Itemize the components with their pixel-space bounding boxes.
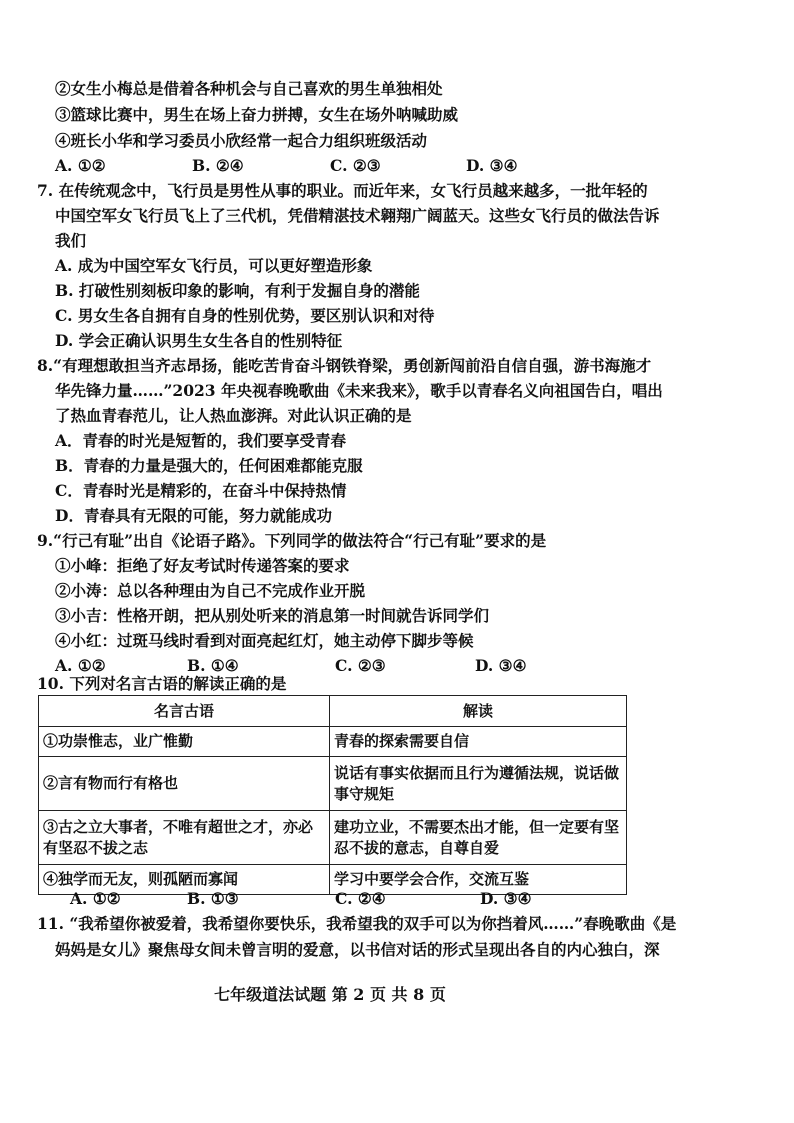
q9-option-d: D. ③④	[475, 656, 527, 675]
table-row	[39, 757, 627, 811]
table-cell-interpretation: 青春的探索需要自信	[330, 727, 627, 757]
q7-option-a: A. 成为中国空军女飞行员，可以更好塑造形象	[55, 256, 373, 275]
q7-option-d: D. 学会正确认识男生女生各自的性别特征	[55, 331, 343, 350]
q7-stem-line-3: 我们	[55, 231, 87, 250]
q8-option-b: B．青春的力量是强大的，任何困难都能克服	[55, 456, 363, 475]
table-cell-quote: ③古之立大事者，不唯有超世之才，亦必有坚忍不拔之志	[39, 811, 330, 865]
table-header-interpretation: 解读	[330, 696, 627, 727]
page-footer: 七年级道法试题 第 2 页 共 8 页	[214, 985, 446, 1004]
q9-statement-1: ①小峰：拒绝了好友考试时传递答案的要求	[55, 556, 350, 575]
q9-option-c: C. ②③	[335, 656, 386, 675]
table-header-quote: 名言古语	[39, 696, 330, 727]
q11-stem-line-1: 11. “我希望你被爱着，我希望你要快乐，我希望我的双手可以为你挡着风……”春晚歌曲《是	[37, 914, 677, 933]
table-row	[39, 727, 627, 757]
q6-option-a: A. ①②	[55, 156, 106, 175]
table-header-row	[39, 696, 627, 727]
table-cell-interpretation: 建功立业，不需要杰出才能，但一定要有坚忍不拔的意志，自尊自爱	[330, 811, 627, 865]
q8-option-a: A．青春的时光是短暂的，我们要享受青春	[55, 431, 347, 450]
table-cell-quote: ④独学而无友，则孤陋而寡闻	[39, 865, 330, 895]
q6-option-c: C. ②③	[330, 156, 381, 175]
table-row	[39, 811, 627, 865]
q11-stem-line-2: 妈妈是女儿》聚焦母女间未曾言明的爱意，以书信对话的形式呈现出各自的内心独白，深	[55, 940, 660, 959]
q7-stem-line-2: 中国空军女飞行员飞上了三代机，凭借精湛技术翱翔广阔蓝天。这些女飞行员的做法告诉	[55, 206, 660, 225]
table-cell-interpretation: 说话有事实依据而且行为遵循法规，说话做事守规矩	[330, 757, 627, 811]
q9-statement-4: ④小红：过斑马线时看到对面亮起红灯，她主动停下脚步等候	[55, 631, 474, 650]
q7-option-c: C. 男女生各自拥有自身的性别优势，要区别认识和对待	[55, 306, 435, 325]
q6-option-d: D. ③④	[466, 156, 518, 175]
q6-statement-2: ②女生小梅总是借着各种机会与自己喜欢的男生单独相处	[55, 79, 443, 98]
q7-stem-line-1: 7. 在传统观念中，飞行员是男性从事的职业。而近年来，女飞行员越来越多，一批年轻的	[37, 181, 648, 200]
q9-option-a: A. ①②	[55, 656, 106, 675]
q10-option-a: A. ①②	[70, 889, 121, 908]
q10-table	[38, 695, 627, 895]
q8-option-d: D．青春具有无限的可能，努力就能成功	[55, 506, 332, 525]
q10-option-b: B. ①③	[187, 889, 239, 908]
q10-option-c: C. ②④	[335, 889, 386, 908]
table-cell-quote: ①功崇惟志，业广惟勤	[39, 727, 330, 757]
q9-option-b: B. ①④	[187, 656, 239, 675]
q9-stem: 9.“行己有耻”出自《论语子路》。下列同学的做法符合“行己有耻”要求的是	[37, 531, 547, 550]
table-row	[39, 865, 627, 895]
q8-stem-line-3: 了热血青春范儿，让人热血澎湃。对此认识正确的是	[55, 406, 412, 425]
q8-stem-line-1: 8.“有理想敢担当齐志昂扬，能吃苦肯奋斗钢铁脊梁，勇创新闯前沿自信自强，游书海施才	[37, 356, 652, 375]
q6-statement-3: ③篮球比赛中，男生在场上奋力拼搏，女生在场外呐喊助威	[55, 105, 459, 124]
q6-option-b: B. ②④	[192, 156, 244, 175]
table-cell-interpretation: 学习中要学会合作，交流互鉴	[330, 865, 627, 895]
q9-statement-3: ③小吉：性格开朗，把从别处听来的消息第一时间就告诉同学们	[55, 606, 490, 625]
q8-stem-line-2: 华先锋力量……”2023 年央视春晚歌曲《未来我来》，歌手以青春名义向祖国告白，唱出	[55, 381, 663, 400]
q7-option-b: B. 打破性别刻板印象的影响，有利于发掘自身的潜能	[55, 281, 420, 300]
q8-option-c: C．青春时光是精彩的，在奋斗中保持热情	[55, 481, 347, 500]
q10-option-d: D. ③④	[480, 889, 532, 908]
q6-statement-4: ④班长小华和学习委员小欣经常一起合力组织班级活动	[55, 131, 428, 150]
table-cell-quote: ②言有物而行有格也	[39, 757, 330, 811]
q9-statement-2: ②小涛：总以各种理由为自己不完成作业开脱	[55, 581, 366, 600]
q10-stem: 10. 下列对名言古语的解读正确的是	[37, 674, 287, 693]
